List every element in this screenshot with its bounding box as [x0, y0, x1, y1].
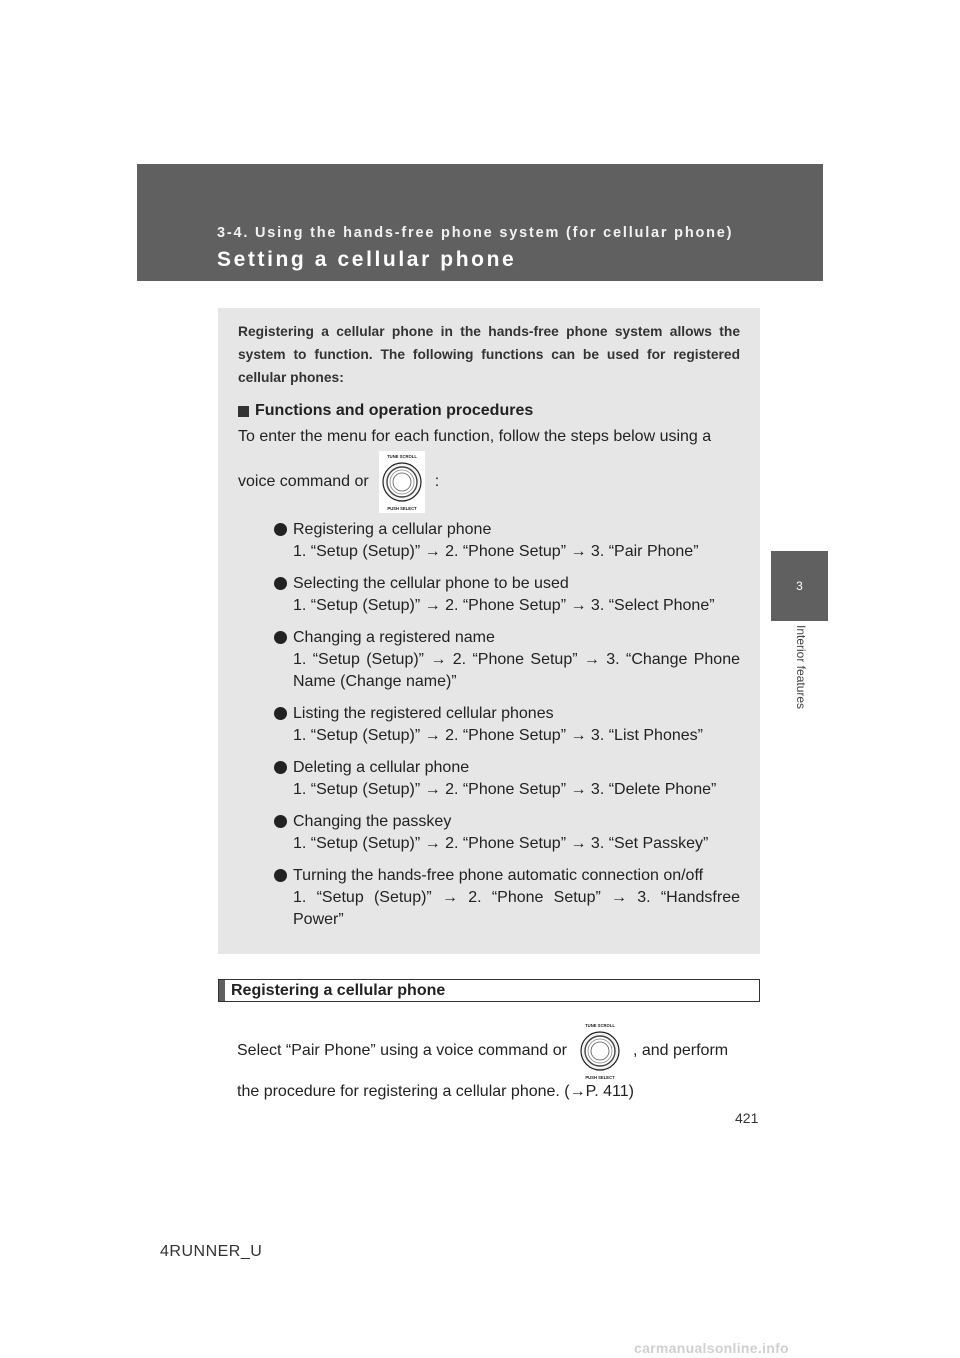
- bullet-icon: [274, 869, 287, 882]
- chapter-label: Interior features: [794, 625, 808, 710]
- functions-list: [238, 519, 740, 931]
- tune-select-knob-icon: [379, 451, 425, 513]
- list-item: [274, 757, 740, 801]
- enter-instructions: To enter the menu for each function, follow the steps below using a: [238, 428, 712, 445]
- square-bullet-icon: [238, 406, 249, 417]
- list-item: [274, 865, 740, 931]
- section-title: 3-4. Using the hands-free phone system (for cellular phone): [217, 225, 734, 241]
- function-step: 1. “Setup (Setup)” → 2. “Phone Setup” → 3. “Select Phone”: [293, 597, 715, 614]
- chapter-number: 3: [796, 579, 803, 593]
- function-step: 1. “Setup (Setup)” → 2. “Phone Setup” → 3. “List Phones”: [293, 727, 703, 744]
- page-title: Setting a cellular phone: [217, 248, 517, 271]
- bullet-icon: [274, 815, 287, 828]
- bullet-icon: [274, 707, 287, 720]
- functions-heading-text: Functions and operation procedures: [255, 402, 534, 419]
- function-step: 1. “Setup (Setup)” → 2. “Phone Setup” → 3. “Delete Phone”: [293, 781, 717, 798]
- list-item: [274, 573, 740, 617]
- voice-command-text: voice command or: [238, 473, 369, 490]
- list-item: [274, 519, 740, 563]
- functions-heading: [238, 402, 740, 420]
- bullet-icon: [274, 523, 287, 536]
- bullet-icon: [274, 631, 287, 644]
- function-step: 1. “Setup (Setup)” → 2. “Phone Setup” → 3. “Change Phone Name (Change name)”: [293, 651, 740, 690]
- function-step: 1. “Setup (Setup)” → 2. “Phone Setup” → 3. “Set Passkey”: [293, 835, 709, 852]
- voice-command-row: [238, 451, 740, 513]
- info-box: [218, 308, 760, 954]
- bullet-icon: [274, 577, 287, 590]
- tune-select-knob-icon: [577, 1020, 623, 1082]
- knob-bottom-label: PUSH SELECT: [387, 506, 417, 511]
- function-title: Selecting the cellular phone to be used: [293, 575, 569, 592]
- list-item: [274, 703, 740, 747]
- footer-code: 4RUNNER_U: [160, 1243, 263, 1260]
- register-text-before: Select “Pair Phone” using a voice command or: [237, 1042, 567, 1059]
- page-header: [137, 164, 823, 281]
- list-item: [274, 627, 740, 693]
- function-title: Listing the registered cellular phones: [293, 705, 554, 722]
- function-title: Turning the hands-free phone automatic connection on/off: [293, 867, 704, 884]
- register-text-after: , and perform: [632, 1042, 729, 1059]
- function-title: Registering a cellular phone: [293, 521, 492, 538]
- chapter-tab: [771, 551, 828, 621]
- function-step: 1. “Setup (Setup)” → 2. “Phone Setup” → 3. “Pair Phone”: [293, 543, 699, 560]
- watermark: carmanualsonline.info: [634, 1340, 789, 1356]
- function-title: Changing the passkey: [293, 813, 452, 830]
- register-instruction-line2: the procedure for registering a cellular phone. (→P. 411): [237, 1083, 634, 1100]
- list-item: [274, 811, 740, 855]
- function-step: 1. “Setup (Setup)” → 2. “Phone Setup” → 3. “Handsfree Power”: [293, 889, 740, 928]
- register-heading-bar: [218, 979, 760, 1002]
- voice-command-colon: :: [434, 473, 440, 490]
- register-instruction-line1: [237, 1020, 757, 1082]
- function-title: Deleting a cellular phone: [293, 759, 470, 776]
- knob-top-label: TUNE SCROLL: [585, 1023, 615, 1028]
- register-heading: Registering a cellular phone: [231, 981, 446, 999]
- intro-text: Registering a cellular phone in the hands-free phone system allows the system to function. The following functions can be used for registered cellular phones:: [238, 324, 740, 385]
- page-number: 421: [735, 1110, 759, 1126]
- knob-bottom-label: PUSH SELECT: [585, 1075, 615, 1080]
- knob-top-label: TUNE SCROLL: [386, 454, 417, 459]
- bullet-icon: [274, 761, 287, 774]
- function-title: Changing a registered name: [293, 629, 495, 646]
